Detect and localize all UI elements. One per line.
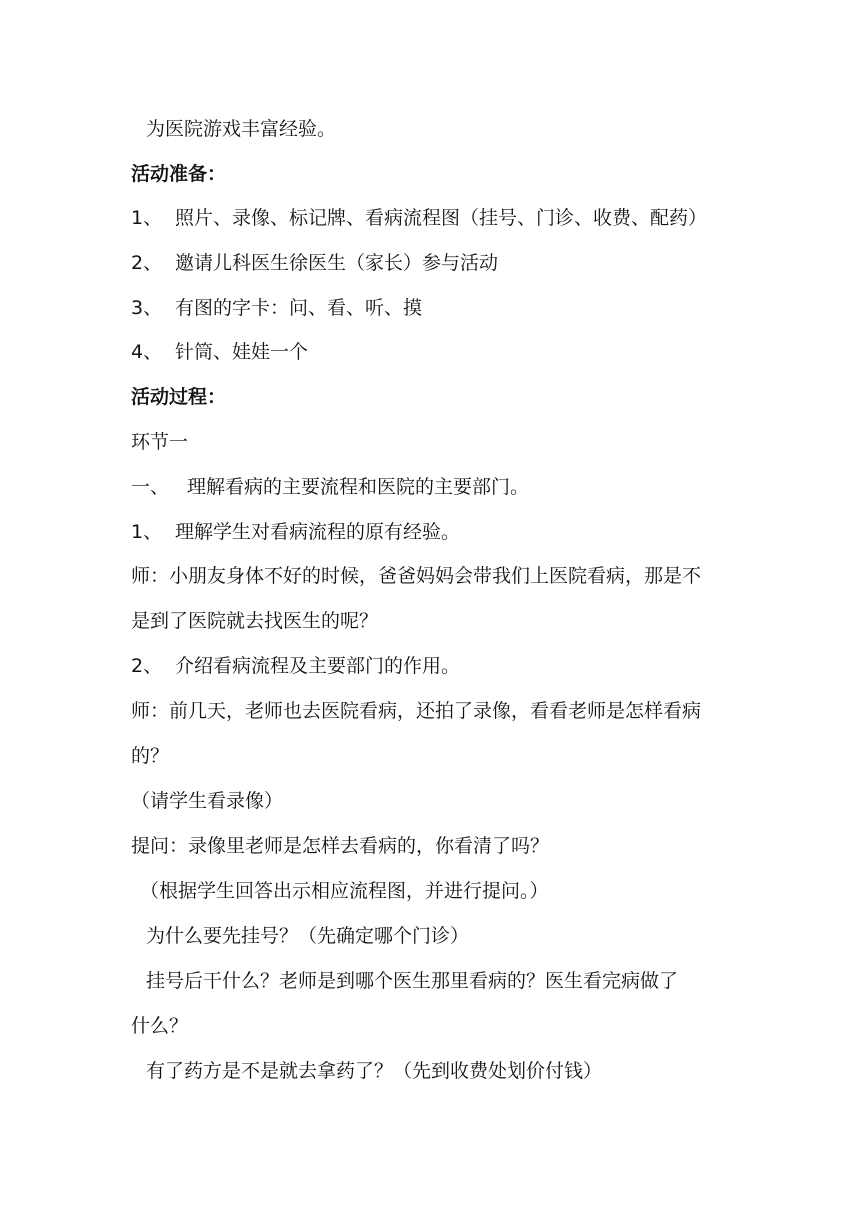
list-text: 理解学生对看病流程的原有经验。 — [175, 521, 461, 543]
list-item — [131, 251, 498, 275]
paragraph: 挂号后干什么？老师是到哪个医生那里看病的？医生看完病做了 — [146, 970, 679, 992]
list-text: 邀请儿科医生徐医生（家长）参与活动 — [175, 252, 499, 274]
paragraph: 为什么要先挂号？（先确定哪个门诊） — [146, 925, 470, 947]
list-text: 针筒、娃娃一个 — [175, 341, 309, 363]
list-text: 有图的字卡：问、看、听、摸 — [175, 297, 423, 319]
list-item — [131, 340, 308, 364]
list-item — [131, 654, 460, 678]
section-heading-preparation: 活动准备： — [131, 163, 227, 185]
list-number: 2、 — [131, 252, 163, 274]
paragraph: （请学生看录像） — [131, 790, 284, 812]
paragraph: 什么？ — [131, 1015, 189, 1037]
list-number: 1、 — [131, 521, 163, 543]
list-number: 2、 — [131, 655, 163, 677]
list-number: 4、 — [131, 341, 163, 363]
section-heading-process: 活动过程： — [131, 386, 227, 408]
paragraph: 的？ — [131, 745, 170, 767]
list-item — [131, 206, 707, 230]
list-item — [131, 520, 460, 544]
list-number: 一、 — [131, 476, 170, 498]
paragraph: 为医院游戏丰富经验。 — [146, 118, 337, 140]
paragraph: 提问：录像里老师是怎样去看病的，你看清了吗？ — [131, 835, 550, 857]
list-item — [131, 475, 529, 499]
list-text: 介绍看病流程及主要部门的作用。 — [175, 655, 461, 677]
paragraph: 环节一 — [131, 431, 189, 453]
list-item — [131, 296, 422, 320]
list-text: 理解看病的主要流程和医院的主要部门。 — [187, 476, 530, 498]
list-number: 3、 — [131, 297, 163, 319]
paragraph: 师：前几天，老师也去医院看病，还拍了录像，看看老师是怎样看病 — [131, 700, 702, 722]
paragraph: 是到了医院就去找医生的呢？ — [131, 610, 379, 632]
paragraph: 师：小朋友身体不好的时候，爸爸妈妈会带我们上医院看病，那是不 — [131, 565, 702, 587]
paragraph: 有了药方是不是就去拿药了？（先到收费处划价付钱） — [146, 1060, 603, 1082]
list-number: 1、 — [131, 207, 163, 229]
paragraph: （根据学生回答出示相应流程图，并进行提问。） — [140, 880, 549, 902]
list-text: 照片、录像、标记牌、看病流程图（挂号、门诊、收费、配药） — [175, 207, 708, 229]
